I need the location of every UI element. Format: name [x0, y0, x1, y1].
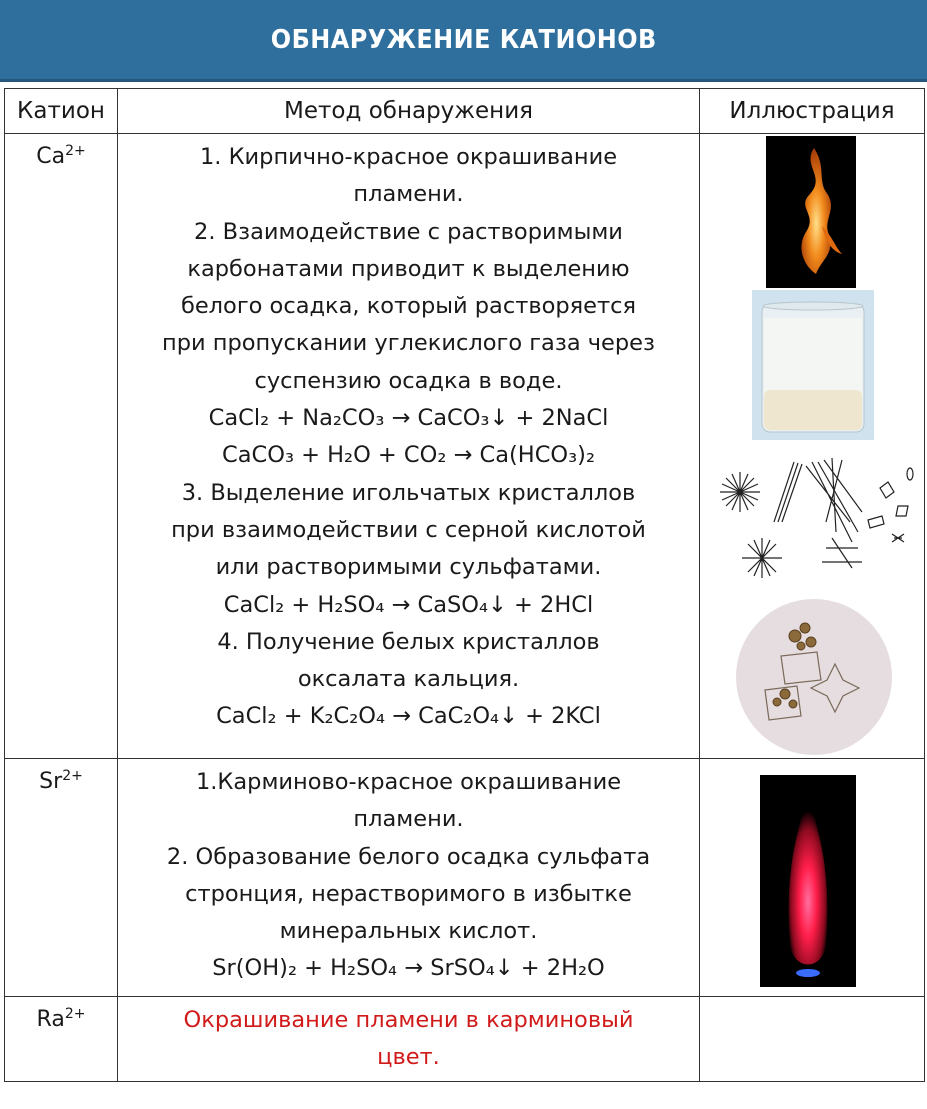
- cation-cell: [5, 134, 118, 759]
- illustration-cell: [700, 759, 925, 997]
- method-line: пламени.: [353, 806, 464, 833]
- needle-crystals-drawing: [702, 452, 922, 592]
- precipitate-beaker-photo: [752, 290, 874, 440]
- method-line: 1. Кирпично-красное окрашивание: [199, 144, 618, 170]
- page-title: ОБНАРУЖЕНИЕ КАТИОНОВ: [270, 24, 657, 55]
- method-line: 1.Карминово-красное окрашивание: [195, 769, 622, 795]
- equation-line: CaCO₃ + H₂O + CO₂ → Ca(HCO₃)₂: [222, 442, 595, 469]
- orange-flame-photo: [766, 136, 856, 288]
- header-cation: Катион: [5, 89, 118, 134]
- method-line: 4. Получение белых кристаллов: [217, 628, 600, 655]
- method-line: стронция, нерастворимого в избытке: [185, 880, 632, 907]
- table-row: [5, 759, 925, 997]
- method-line: Окрашивание пламени в карминовый: [183, 1007, 634, 1033]
- method-line: белого осадка, который растворяется: [180, 293, 637, 320]
- header-row: [5, 89, 925, 134]
- method-line: минеральных кислот.: [279, 918, 538, 945]
- cation-cell: [5, 997, 118, 1082]
- cation-symbol: Ra: [36, 1007, 65, 1032]
- method-line: при пропускании углекислого газа через: [162, 330, 655, 357]
- red-flame-photo: [760, 775, 856, 987]
- method-line: или растворимыми сульфатами.: [215, 554, 602, 581]
- method-line: пламени.: [353, 181, 464, 208]
- cation-symbol: Ca: [36, 144, 66, 169]
- header-method: Метод обнаружения: [118, 89, 700, 134]
- method-cell: [118, 997, 700, 1082]
- cation-charge: 2+: [65, 143, 86, 159]
- cation-charge: 2+: [64, 1006, 86, 1022]
- cation-symbol: Sr: [39, 769, 63, 794]
- equation-line: CaCl₂ + K₂C₂O₄ → CaC₂O₄↓ + 2KCl: [216, 703, 601, 730]
- illustration-cell: [700, 997, 925, 1082]
- method-cell: [118, 134, 700, 759]
- cation-cell: [5, 759, 118, 997]
- cations-table: [4, 88, 925, 1082]
- illustration-cell: [700, 134, 925, 759]
- cation-charge: 2+: [62, 768, 83, 784]
- equation-line: CaCl₂ + H₂SO₄ → CaSO₄↓ + 2HCl: [223, 591, 594, 618]
- method-line: 3. Выделение игольчатых кристаллов: [181, 479, 636, 506]
- equation-line: Sr(OH)₂ + H₂SO₄ → SrSO₄↓ + 2H₂O: [212, 955, 605, 982]
- method-line: карбонатами приводит к выделению: [187, 255, 630, 282]
- title-banner: [0, 0, 927, 82]
- header-illustration: Иллюстрация: [700, 89, 925, 134]
- method-line: 2. Образование белого осадка сульфата: [166, 843, 651, 870]
- method-line: оксалата кальция.: [297, 666, 520, 693]
- method-line: при взаимодействии с серной кислотой: [171, 516, 646, 543]
- equation-line: CaCl₂ + Na₂CO₃ → CaCO₃↓ + 2NaCl: [208, 405, 609, 432]
- method-line: 2. Взаимодействие с растворимыми: [194, 218, 623, 245]
- method-line: цвет.: [377, 1044, 440, 1071]
- method-cell: [118, 759, 700, 997]
- oxalate-crystals-micrograph: [735, 598, 893, 756]
- table-row: [5, 134, 925, 759]
- method-line: суспензию осадка в воде.: [254, 367, 563, 394]
- table-row: [5, 997, 925, 1082]
